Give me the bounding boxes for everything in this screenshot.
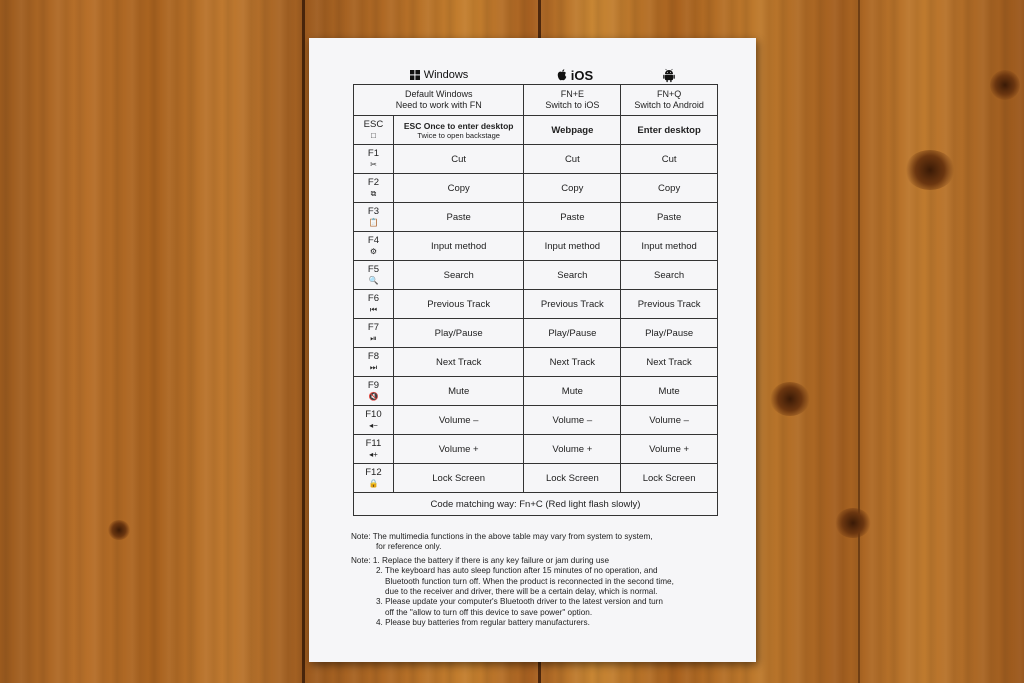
note-line: for reference only.	[376, 542, 442, 552]
table-row	[354, 319, 718, 348]
android-function-cell: Input method	[621, 232, 718, 261]
function-key-icon: 🔒	[368, 479, 379, 488]
plank-gap	[302, 0, 305, 683]
windows-function-cell: Play/Pause	[393, 319, 524, 348]
key-label: F11	[365, 438, 382, 449]
function-key-icon: 📋	[368, 218, 379, 227]
function-key-icon: 🔇	[368, 392, 379, 401]
key-label: ESC	[363, 119, 384, 130]
function-key-icon: ⏮	[369, 305, 378, 314]
header-line: FN+Q	[656, 89, 682, 99]
table-header-row	[354, 85, 718, 116]
header-line: Default Windows	[404, 89, 473, 99]
android-function-cell: Next Track	[621, 348, 718, 377]
key-cell	[354, 435, 394, 464]
note-line: 2. The keyboard has auto sleep function after 15 minutes of no operation, and	[376, 566, 658, 576]
ios-header	[545, 66, 605, 84]
table-row	[354, 232, 718, 261]
android-mode-header	[621, 85, 718, 116]
esc-main-text: ESC Once to enter desktop	[403, 120, 514, 131]
ios-function-cell: Previous Track	[524, 290, 621, 319]
android-header	[654, 66, 684, 84]
ios-function-cell: Play/Pause	[524, 319, 621, 348]
note-line: Note: The multimedia functions in the above table may vary from system to system,	[351, 532, 653, 541]
ios-function-cell: Cut	[524, 145, 621, 174]
ios-label: iOS	[570, 67, 594, 83]
wood-knot	[990, 70, 1020, 100]
key-cell	[354, 406, 394, 435]
key-cell	[354, 232, 394, 261]
key-label: F1	[367, 148, 379, 159]
ios-function-cell: Search	[524, 261, 621, 290]
function-key-icon: ⏯	[370, 334, 377, 343]
plank-gap	[858, 0, 860, 683]
android-robot-icon	[661, 67, 677, 83]
ios-function-cell: Lock Screen	[524, 464, 621, 493]
key-cell	[354, 319, 394, 348]
wood-knot	[905, 150, 955, 190]
table-row	[354, 464, 718, 493]
table-row	[354, 290, 718, 319]
android-function-cell: Paste	[621, 203, 718, 232]
key-cell	[354, 174, 394, 203]
wood-knot	[108, 520, 130, 540]
key-cell	[354, 464, 394, 493]
desktop-icon: □	[371, 131, 376, 140]
note-line: due to the receiver and driver, there will be a certain delay, which is normal.	[385, 587, 658, 597]
ios-function-cell: Copy	[524, 174, 621, 203]
key-label: F2	[367, 177, 379, 188]
ios-function-cell: Volume –	[524, 406, 621, 435]
key-cell	[354, 116, 394, 145]
esc-sub-text: Twice to open backstage	[417, 130, 500, 140]
instruction-card	[309, 38, 756, 662]
note-line: Bluetooth function turn off. When the product is reconnected in the second time,	[385, 576, 674, 586]
ios-function-cell: Volume +	[524, 435, 621, 464]
windows-function-cell	[393, 116, 524, 145]
notes-section	[351, 532, 731, 629]
ios-mode-header	[524, 85, 621, 116]
table-footer-row	[354, 493, 718, 516]
table-row	[354, 203, 718, 232]
note-line: 4. Please buy batteries from regular battery manufacturers.	[376, 618, 590, 628]
key-cell	[354, 145, 394, 174]
android-function-cell: Previous Track	[621, 290, 718, 319]
windows-function-cell: Paste	[393, 203, 524, 232]
key-cell	[354, 348, 394, 377]
ios-function-cell: Input method	[524, 232, 621, 261]
wood-knot	[835, 508, 871, 538]
function-key-icon: ◂+	[369, 450, 378, 459]
windows-function-cell: Copy	[393, 174, 524, 203]
key-label: F6	[367, 293, 379, 304]
key-cell	[354, 290, 394, 319]
key-cell	[354, 203, 394, 232]
wood-knot	[770, 382, 810, 416]
ios-function-cell: Webpage	[524, 116, 621, 145]
function-key-icon: ✂	[370, 160, 377, 169]
note-line: Note: 1. Replace the battery if there is any key failure or jam during use	[351, 555, 610, 565]
apple-logo-icon	[557, 69, 567, 81]
function-key-icon: ⧉	[370, 189, 377, 198]
key-cell	[354, 261, 394, 290]
android-function-cell: Search	[621, 261, 718, 290]
key-cell	[354, 377, 394, 406]
function-key-table	[353, 84, 718, 516]
windows-header	[399, 66, 479, 84]
ios-function-cell: Mute	[524, 377, 621, 406]
android-function-cell: Cut	[621, 145, 718, 174]
windows-function-cell: Cut	[393, 145, 524, 174]
windows-logo-icon	[410, 70, 420, 80]
android-function-cell: Volume –	[621, 406, 718, 435]
windows-label: Windows	[423, 69, 469, 81]
windows-function-cell: Next Track	[393, 348, 524, 377]
key-label: F12	[365, 467, 382, 478]
android-function-cell: Copy	[621, 174, 718, 203]
key-label: F3	[367, 206, 379, 217]
windows-function-cell: Volume +	[393, 435, 524, 464]
function-key-icon: ◂−	[369, 421, 378, 430]
function-key-icon: ⚙	[369, 247, 378, 256]
table-row	[354, 377, 718, 406]
windows-function-cell: Lock Screen	[393, 464, 524, 493]
windows-function-cell: Previous Track	[393, 290, 524, 319]
ios-function-cell: Next Track	[524, 348, 621, 377]
table-row	[354, 145, 718, 174]
table-row	[354, 435, 718, 464]
key-label: F10	[365, 409, 382, 420]
windows-function-cell: Volume –	[393, 406, 524, 435]
key-label: F8	[367, 351, 379, 362]
key-label: F7	[367, 322, 379, 333]
android-function-cell: Volume +	[621, 435, 718, 464]
windows-function-cell: Search	[393, 261, 524, 290]
header-line: Switch to iOS	[545, 100, 600, 110]
windows-mode-header	[354, 85, 524, 116]
header-line: Switch to Android	[634, 100, 704, 110]
android-function-cell: Play/Pause	[621, 319, 718, 348]
android-function-cell: Mute	[621, 377, 718, 406]
android-function-cell: Lock Screen	[621, 464, 718, 493]
function-key-icon: ⏭	[369, 363, 378, 372]
key-label: F4	[367, 235, 379, 246]
note-line: off the "allow to turn off this device to save power" option.	[385, 607, 593, 617]
ios-function-cell: Paste	[524, 203, 621, 232]
header-line: FN+E	[560, 89, 584, 99]
function-key-icon: 🔍	[368, 276, 379, 285]
windows-function-cell: Input method	[393, 232, 524, 261]
function-key-rows	[354, 145, 718, 493]
table-row	[354, 348, 718, 377]
windows-function-cell: Mute	[393, 377, 524, 406]
key-label: F5	[367, 264, 379, 275]
code-matching-text: Code matching way: Fn+C (Red light flash slowly)	[354, 493, 718, 516]
key-label: F9	[367, 380, 379, 391]
table-row	[354, 174, 718, 203]
table-row	[354, 261, 718, 290]
note-line: 3. Please update your computer's Bluetooth driver to the latest version and turn	[376, 597, 663, 607]
table-row-esc	[354, 116, 718, 145]
table-row	[354, 406, 718, 435]
android-function-cell: Enter desktop	[621, 116, 718, 145]
header-line: Need to work with FN	[395, 100, 482, 110]
